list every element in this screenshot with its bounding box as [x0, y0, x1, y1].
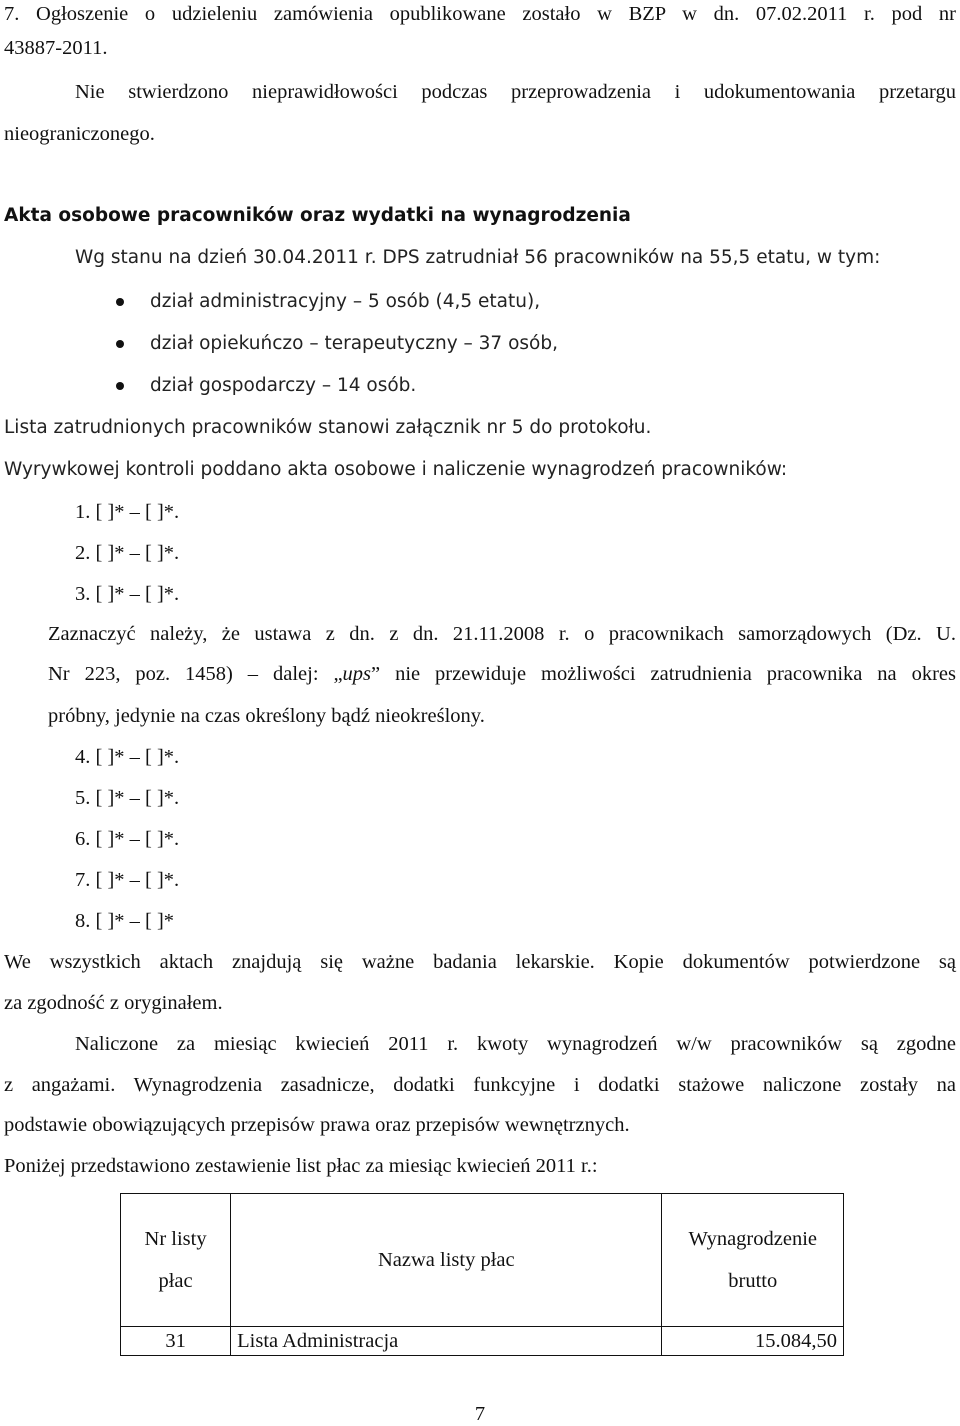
- salary-line-3: podstawie obowiązujących przepisów prawa oraz przepisów wewnętrznych.: [4, 1114, 630, 1136]
- medical-line-1: We wszystkich aktach znajdują się ważne badania lekarskie. Kopie dokumentów potwierdzone są: [4, 951, 956, 973]
- bullet-icon: [116, 298, 124, 306]
- item-7-line-2: 43887-2011.: [4, 37, 108, 59]
- payroll-number-cell: 31: [121, 1327, 231, 1356]
- header-payroll-number: Nr listy płac: [121, 1194, 231, 1327]
- finding-line-1: Nie stwierdzono nieprawidłowości podczas przeprowadzenia i udokumentowania przetargu: [75, 81, 956, 103]
- table-row: [121, 1327, 844, 1356]
- section-heading: Akta osobowe pracowników oraz wydatki na wynagrodzenia: [4, 205, 631, 226]
- inspection-intro: Wyrywkowej kontroli poddano akta osobowe i naliczenie wynagrodzeń pracowników:: [4, 459, 788, 480]
- finding-line-2: nieograniczonego.: [4, 123, 155, 145]
- redacted-employee-item: 3. [ ]* – [ ]*.: [75, 583, 180, 605]
- redacted-employee-item: 1. [ ]* – [ ]*.: [75, 501, 180, 523]
- redacted-employee-item: 8. [ ]* – [ ]*: [75, 910, 175, 932]
- page-number: 7: [474, 1403, 486, 1425]
- header-payroll-name: Nazwa listy płac: [231, 1194, 662, 1327]
- redacted-employee-item: 2. [ ]* – [ ]*.: [75, 542, 180, 564]
- bullet-icon: [116, 382, 124, 390]
- salary-line-1: Naliczone za miesiąc kwiecień 2011 r. kwoty wynagrodzeń w/w pracowników są zgodne: [75, 1033, 956, 1055]
- redacted-employee-item: 7. [ ]* – [ ]*.: [75, 869, 180, 891]
- gross-salary-cell: 15.084,50: [662, 1327, 844, 1356]
- legal-note-line-1: Zaznaczyć należy, że ustawa z dn. z dn. 21.11.2008 r. o pracownikach samorządowych (Dz. U.: [48, 623, 956, 645]
- legal-note-line-3: próbny, jedynie na czas określony bądź nieokreślony.: [48, 705, 485, 727]
- ups-abbreviation: ups: [342, 663, 372, 685]
- redacted-employee-item: 6. [ ]* – [ ]*.: [75, 828, 180, 850]
- payroll-table: [120, 1193, 844, 1356]
- redacted-employee-item: 5. [ ]* – [ ]*.: [75, 787, 180, 809]
- bullet-icon: [116, 340, 124, 348]
- legal-note-line-2: Nr 223, poz. 1458) – dalej: „ups” nie przewiduje możliwości zatrudnienia pracownika na okres: [48, 663, 956, 685]
- salary-line-2: z angażami. Wynagrodzenia zasadnicze, dodatki funkcyjne i dodatki stażowe naliczone zostały na: [4, 1074, 956, 1096]
- medical-line-2: za zgodność z oryginałem.: [4, 992, 223, 1014]
- payroll-intro: Poniżej przedstawiono zestawienie list płac za miesiąc kwiecień 2011 r.:: [4, 1155, 598, 1177]
- attachment-note: Lista zatrudnionych pracowników stanowi załącznik nr 5 do protokołu.: [4, 417, 652, 438]
- department-item: dział opiekuńczo – terapeutyczny – 37 osób,: [150, 333, 558, 354]
- department-item: dział administracyjny – 5 osób (4,5 etatu),: [150, 291, 541, 312]
- payroll-name-cell: Lista Administracja: [231, 1327, 662, 1356]
- item-7-line-1: 7. Ogłoszenie o udzieleniu zamówienia opublikowane zostało w BZP w dn. 07.02.2011 r. pod nr: [4, 3, 956, 25]
- employment-intro: Wg stanu na dzień 30.04.2011 r. DPS zatrudniał 56 pracowników na 55,5 etatu, w tym:: [75, 247, 881, 268]
- department-item: dział gospodarczy – 14 osób.: [150, 375, 417, 396]
- header-gross-salary: Wynagrodzenie brutto: [662, 1194, 844, 1327]
- table-header-row: [121, 1194, 844, 1327]
- redacted-employee-item: 4. [ ]* – [ ]*.: [75, 746, 180, 768]
